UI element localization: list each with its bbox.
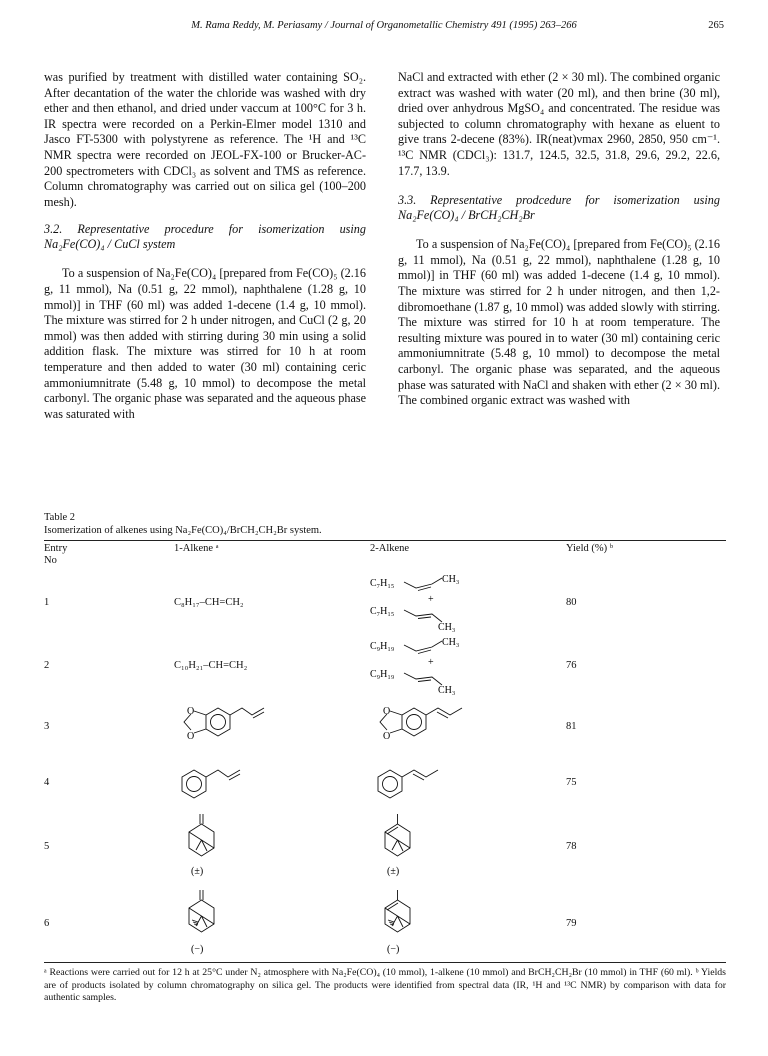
plus-sign: + [428, 594, 434, 605]
table-row [44, 570, 726, 634]
header-entry-label: Entry [44, 543, 68, 554]
alkene1-structure [174, 756, 370, 808]
alkene1-structure [174, 808, 370, 884]
2-alkene-mixture-icon [370, 572, 500, 632]
plus-sign: + [428, 657, 434, 668]
table-row [44, 756, 726, 808]
entry-number: 5 [44, 840, 50, 852]
beta-pinene-enantiomer-icon [174, 886, 254, 960]
yield-value: 75 [566, 776, 577, 788]
alpha-pinene-icon [370, 810, 450, 882]
running-title: M. Rama Reddy, M. Periasamy / Journal of Organometallic Chemistry 491 (1995) 263–266 [191, 20, 577, 31]
header-entry [44, 541, 174, 570]
alkene2-structure [370, 808, 566, 884]
stereo-label: (−) [387, 944, 400, 955]
ring-oxygen-bottom: O [383, 731, 391, 742]
yield-value: 76 [566, 659, 577, 671]
stereo-label: (±) [387, 866, 400, 877]
yield-value: 80 [566, 596, 577, 608]
left-paragraph-2: To a suspension of Na₂Fe(CO)₄ [prepared from Fe(CO)₅ (2.16 g, 11 mmol), Na (0.51 g, 22 mmol), naphthalene (1.28 g, 10 mmol)] in THF (60 ml) was added 1-decene (1.4 g, 10 mmol). The mixture was stirred for 2 h under nitrogen, and CuCl (2 g, 20 mmol) was then added with stirring during 30 min using a solid addition flask. The mixture was stirred for 10 h at room temperature and then added to water (30 ml) containing ceric ammoniumnitrate (5.48 g, 10 mmol) to decompose the metal carbonyl. The organic phase was separated and the aqueous phase was saturated with [44, 266, 366, 421]
right-paragraph-1: NaCl and extracted with ether (2 × 30 ml). The combined organic extract was washed with water (20 ml), and then brine (30 ml), dried over anhydrous MgSO₄ and concentrated. The residue was subjected to column chromatography with hexane as eluent to give trans 2-decene (83%). IR(neat)νmax 2960, 2850, 950 cm⁻¹. ¹³C NMR (CDCl₃): 131.7, 124.5, 32.5, 31.8, 29.6, 29.2, 22.6, 17.7, 13.9. [398, 70, 720, 178]
product-top-chain: C₇H₁₅ [370, 578, 395, 589]
right-column [398, 70, 720, 409]
table-caption: Isomerization of alkenes using Na₂Fe(CO)₄/BrCH₂CH₂Br system. [44, 525, 322, 536]
product-bottom-methyl: CH₃ [438, 685, 456, 695]
isosafrole-icon [370, 698, 480, 754]
page-number: 265 [708, 20, 724, 31]
product-top-methyl: CH₃ [442, 574, 460, 585]
table-row [44, 884, 726, 962]
table-2 [44, 511, 726, 1005]
product-bottom-chain: C₇H₁₅ [370, 606, 395, 617]
beta-pinene-icon [174, 810, 254, 882]
alkene2-structure [370, 570, 566, 634]
entry-number: 1 [44, 596, 50, 608]
running-header [44, 20, 724, 34]
alkene1-structure [174, 696, 370, 756]
entry-number: 6 [44, 917, 50, 929]
yield-value: 81 [566, 720, 577, 732]
ring-oxygen-top: O [383, 706, 391, 717]
beta-methylstyrene-icon [370, 758, 460, 806]
product-bottom-methyl: CH₃ [438, 622, 456, 632]
product-bottom-chain: C₉H₁₉ [370, 669, 395, 680]
yield-value: 79 [566, 917, 577, 929]
alkene1-structure [174, 884, 370, 962]
table-label: Table 2 [44, 512, 76, 523]
alpha-pinene-enantiomer-icon [370, 886, 450, 960]
left-column [44, 70, 366, 422]
stereo-label: (±) [191, 866, 204, 877]
alkene1-formula: C₈H₁₇–CH=CH₂ [174, 596, 244, 608]
2-alkene-mixture-icon [370, 635, 500, 695]
alkene1-formula: C₁₀H₂₁–CH=CH₂ [174, 659, 248, 671]
entry-number: 2 [44, 659, 50, 671]
yield-value: 78 [566, 840, 577, 852]
section-heading-3-3: 3.3. Representative prodcedure for isomerization using Na₂Fe(CO)₄ / BrCH₂CH₂Br [398, 193, 720, 223]
table-header-row [44, 541, 726, 570]
header-1-alkene: 1-Alkene ᵃ [174, 543, 219, 554]
section-heading-3-2: 3.2. Representative procedure for isomerization using Na₂Fe(CO)₄ / CuCl system [44, 222, 366, 252]
header-2-alkene: 2-Alkene [370, 543, 410, 554]
header-entry-sub: No [44, 555, 57, 566]
ring-oxygen-top: O [187, 706, 195, 717]
product-top-chain: C₉H₁₉ [370, 641, 395, 652]
entry-number: 4 [44, 776, 50, 788]
allylbenzene-icon [174, 758, 264, 806]
alkene2-structure [370, 634, 566, 696]
table-row [44, 696, 726, 756]
safrole-icon [174, 698, 274, 754]
table-footnote: ᵃ Reactions were carried out for 12 h at 25°C under N₂ atmosphere with Na₂Fe(CO)₄ (10 mmol), 1-alkene (10 mmol) and BrCH₂CH₂Br (10 mmol) in THF (60 ml). ᵇ Yields are of products isolated by column chromatography on silica gel. The products were identified from spectral data (IR, ¹H and ¹³C NMR) by comparison with data for authentic samples. [44, 967, 726, 1004]
alkene2-structure [370, 756, 566, 808]
table-row [44, 634, 726, 696]
right-paragraph-2: To a suspension of Na₂Fe(CO)₄ [prepared from Fe(CO)₅ (2.16 g, 11 mmol), Na (0.51 g, 22 mmol), naphthalene (1.28 g, 10 mmol)] in THF (60 ml) was added 1-decene (1.4 g, 10 mmol). The mixture was stirred for 2 h under nitrogen, and then 1,2-dibromoethane (1.87 g, 10 mmol) was added slowly with stirring. The mixture was stirred for 10 h at room temperature. The resulting mixture was poured in to water (30 ml) containing ceric ammoniumnitrate (5.48 g, 10 mmol) to decompose the metal carbonyl. The organic phase was separated, and the aqueous phase was saturated with NaCl and shaken with ether (2 × 30 ml). The combined organic extract was washed with [398, 237, 720, 408]
alkene2-structure [370, 884, 566, 962]
header-yield: Yield (%) ᵇ [566, 543, 613, 554]
entry-number: 3 [44, 720, 50, 732]
alkene2-structure [370, 696, 566, 756]
ring-oxygen-bottom: O [187, 731, 195, 742]
table-row [44, 808, 726, 884]
table-bottom-rule [44, 962, 726, 963]
product-top-methyl: CH₃ [442, 637, 460, 648]
stereo-label: (−) [191, 944, 204, 955]
isomerization-table [44, 541, 726, 962]
left-paragraph-1: was purified by treatment with distilled water containing SO₂. After decantation of the water the chloride was washed with dry ether and then ethanol, and dried under vaccum at 100°C for 3 h. IR spectra were recorded on a Perkin-Elmer model 1310 and Jasco FT-5300 with polystyrene as reference. The ¹H and ¹³C NMR spectra were recorded on JEOL-FX-100 or Brucker-AC-200 spectrometers with CDCl₃ as solvent and TMS as reference. Column chromatography was carried out on silica gel (100–200 mesh). [44, 70, 366, 209]
